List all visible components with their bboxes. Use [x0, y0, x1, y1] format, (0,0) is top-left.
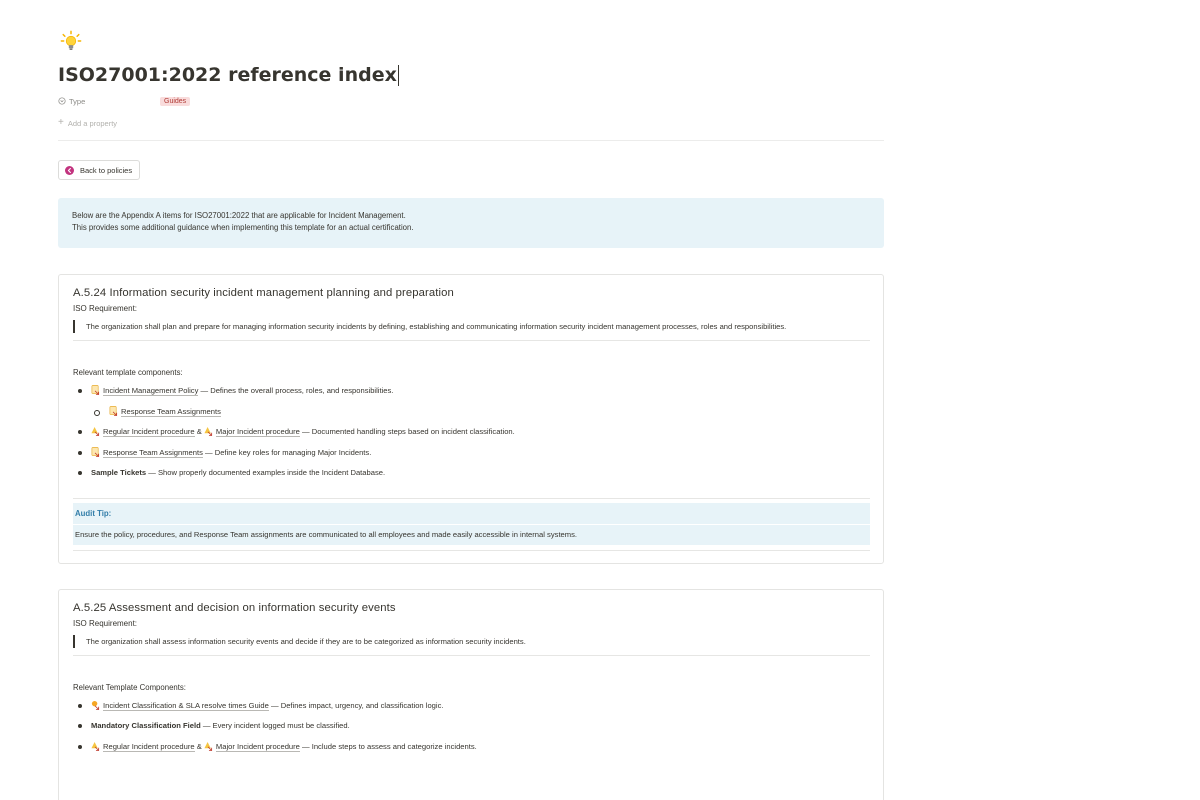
list-item — [73, 382, 870, 403]
warning-link-icon — [204, 426, 213, 436]
audit-tip-label: Audit Tip: — [73, 503, 870, 524]
item-description: — Defines impact, urgency, and classification logic. — [268, 700, 444, 710]
incident-management-policy-link[interactable]: Incident Management Policy — [103, 386, 199, 395]
list-item — [73, 697, 870, 718]
document-link-icon — [91, 447, 100, 457]
item-description: — Documented handling steps based on incident classification. — [299, 427, 515, 436]
list-item — [73, 423, 870, 444]
lightbulb-icon[interactable] — [60, 30, 82, 52]
intro-line-2: This provides some additional guidance when implementing this template for an actual certification. — [72, 223, 414, 232]
requirement-quote: The organization shall plan and prepare for managing information security incidents by defining, establishing and communicating information security incident management processes, roles and responsibilities. — [73, 320, 870, 333]
item-bold-label: Mandatory Classification Field — [91, 721, 201, 730]
select-property-icon — [58, 97, 66, 105]
type-tag[interactable]: Guides — [160, 97, 190, 106]
components-list — [73, 382, 870, 485]
document-link-icon — [91, 385, 100, 395]
components-label: Relevant template components: — [73, 368, 183, 377]
document-link-icon — [109, 406, 118, 416]
item-description: — Define key roles for managing Major Incidents. — [202, 447, 372, 457]
intro-callout — [58, 198, 884, 248]
back-button-label: Back to policies — [80, 165, 133, 175]
response-team-assignments-link[interactable]: Response Team Assignments — [103, 447, 203, 457]
divider — [73, 550, 870, 551]
major-incident-procedure-link[interactable]: Major Incident procedure — [215, 741, 300, 751]
requirement-label: ISO Requirement: — [73, 618, 138, 628]
divider — [73, 655, 870, 656]
item-description: — Defines the overall process, roles, and responsibilities. — [198, 386, 394, 395]
intro-line-1: Below are the Appendix A items for ISO27001:2022 that are applicable for Incident Management. — [72, 211, 406, 220]
requirement-label: ISO Requirement: — [73, 304, 138, 313]
divider — [58, 140, 884, 141]
warning-link-icon — [91, 426, 100, 436]
page-title-text[interactable]: ISO27001:2022 reference index — [58, 64, 397, 86]
warning-link-icon — [204, 741, 213, 751]
section-card — [58, 274, 884, 564]
text-cursor — [398, 65, 399, 86]
incident-classification-guide-link[interactable]: Incident Classification & SLA resolve times Guide — [103, 700, 269, 710]
add-property-button[interactable] — [58, 116, 884, 130]
item-description: — Every incident logged must be classified. — [200, 721, 350, 730]
section-heading: A.5.25 Assessment and decision on information security events — [73, 601, 396, 614]
property-name-label: Type — [69, 96, 86, 106]
page-title[interactable] — [58, 62, 884, 88]
list-item — [73, 444, 870, 465]
item-separator: & — [194, 427, 204, 436]
back-to-policies-button[interactable] — [58, 160, 140, 180]
add-property-label: Add a property — [67, 118, 118, 128]
item-description: — Show properly documented examples inside the Incident Database. — [146, 468, 386, 477]
components-list — [73, 697, 870, 759]
list-item — [73, 717, 870, 738]
warning-link-icon — [91, 741, 100, 751]
section-heading: A.5.24 Information security incident management planning and preparation — [73, 287, 454, 299]
plus-icon: + — [58, 117, 64, 128]
major-incident-procedure-link[interactable]: Major Incident procedure — [215, 427, 300, 436]
list-item — [73, 403, 870, 424]
divider — [73, 498, 870, 499]
components-label: Relevant Template Components: — [73, 682, 186, 692]
property-name[interactable] — [58, 97, 160, 106]
response-team-assignments-link[interactable]: Response Team Assignments — [121, 406, 221, 416]
item-description: — Include steps to assess and categorize incidents. — [299, 741, 477, 751]
item-separator: & — [194, 741, 204, 751]
list-item — [73, 738, 870, 759]
audit-tip-text: Ensure the policy, procedures, and Response Team assignments are communicated to all employees and made easily accessible in internal systems. — [73, 524, 870, 545]
classification-link-icon — [91, 700, 100, 710]
property-row-type[interactable] — [58, 94, 884, 108]
list-item — [73, 464, 870, 485]
regular-incident-procedure-link[interactable]: Regular Incident procedure — [103, 427, 195, 436]
item-bold-label: Sample Tickets — [91, 468, 147, 477]
page-content — [58, 30, 884, 800]
back-arrow-icon — [65, 166, 74, 175]
divider — [73, 340, 870, 341]
regular-incident-procedure-link[interactable]: Regular Incident procedure — [103, 741, 195, 751]
section-card — [58, 589, 884, 800]
requirement-quote: The organization shall assess information security events and decide if they are to be categorized as information security incidents. — [73, 635, 870, 648]
